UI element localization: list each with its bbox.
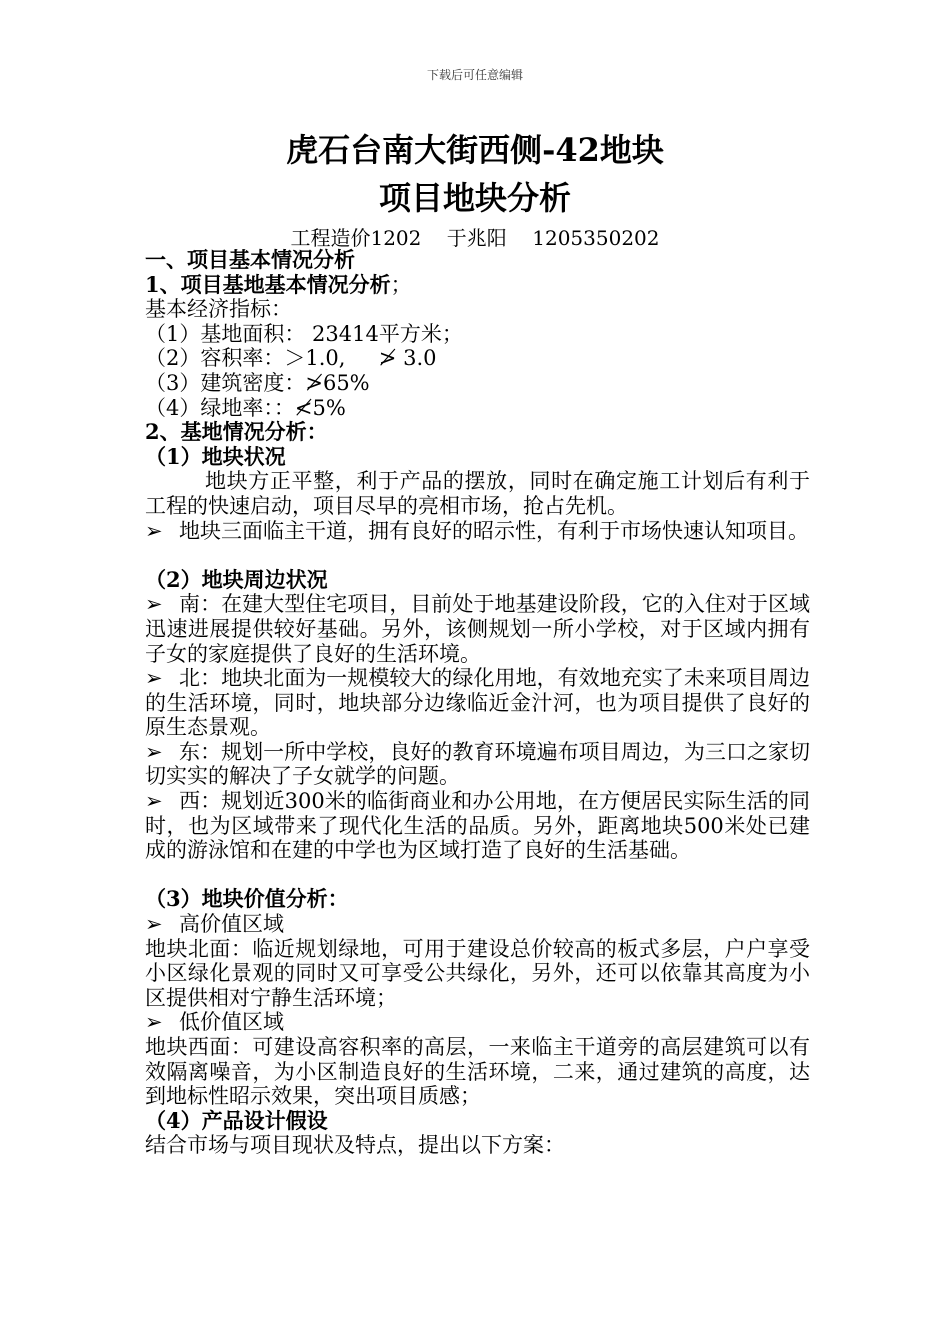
paragraph: 结合市场与项目现状及特点，提出以下方案： [145,1133,565,1158]
bullet-text: 南：在建大型住宅项目，目前处于地基建设阶段，它的入住对于区域迅速进展提供较好基础。另外，该侧规划一所小学校，对于区域内拥有子女的家庭提供了良好的生活环境。 [145,592,810,666]
document-body [145,248,810,1158]
subsection-heading: （4）产品设计假设 [145,1107,328,1133]
section-heading-1: 一、项目基本情况分析 [145,247,355,272]
bullet-arrow-icon: ➢ [145,912,163,937]
section-heading-1-2: 2、基地情况分析： [145,419,328,445]
econ-item: （3）建筑密度：≯65% [145,370,370,395]
document-title: 虎石台南大街西侧-42地块 [286,131,664,169]
spacer [145,543,810,568]
bullet-arrow-icon: ➢ [145,739,163,764]
subsection-heading: （2）地块周边状况 [145,566,328,592]
bullet-text: 西：规划近300米的临街商业和办公用地，在方便居民实际生活的同时，也为区域带来了现代化生活的品质。另外，距离地块500米处已建成的游泳馆和在建的中学也为区域打造了良好的生活基础。 [145,789,810,863]
author-byline: 工程造价1202 于兆阳 1205350202 [290,226,660,250]
paragraph: 地块北面：临近规划绿地，可用于建设总价较高的板式多层，户户享受小区绿化景观的同时又可享受公共绿化，另外，还可以依靠其高度为小区提供相对宁静生活环境； [145,936,810,1010]
bullet-item [145,912,810,937]
heading-suffix: ； [390,272,412,297]
bullet-item [145,1010,810,1035]
paragraph: 地块方正平整，利于产品的摆放，同时在确定施工计划后有利于工程的快速启动，项目尽早的亮相市场，抢占先机。 [145,469,810,518]
bullet-item [145,592,810,666]
econ-label: 基本经济指标： [145,297,292,322]
paragraph: 地块西面：可建设高容积率的高层，一来临主干道旁的高层建筑可以有效隔离噪音，为小区制造良好的生活环境，二来，通过建筑的高度，达到地标性昭示效果，突出项目质感； [145,1035,810,1109]
bullet-arrow-icon: ➢ [145,789,163,814]
econ-item: （2）容积率：＞1.0, ≯ 3.0 [145,346,437,371]
subsection-heading: （1）地块状况 [145,443,286,469]
bullet-item [145,519,810,544]
spacer [145,863,810,888]
header-note: 下载后可任意编辑 [426,68,523,82]
bullet-text: 地块三面临主干道，拥有良好的昭示性，有利于市场快速认知项目。 [179,518,809,543]
bullet-text: 北：地块北面为一规模较大的绿化用地，有效地充实了未来项目周边的生活环境，同时，地块部分边缘临近金汁河，也为项目提供了良好的原生态景观。 [145,666,810,740]
bullet-arrow-icon: ➢ [145,666,163,691]
bullet-arrow-icon: ➢ [145,592,163,617]
econ-item: （1）基地面积： 23414平方米； [145,321,463,346]
document-subtitle: 项目地块分析 [378,179,571,217]
bullet-arrow-icon: ➢ [145,518,163,543]
heading-text: 1、项目基地基本情况分析 [145,271,391,297]
section-heading-1-1 [145,273,810,298]
bullet-text: 东：规划一所中学校，良好的教育环境遍布项目周边，为三口之家切切实实的解决了子女就学的问题。 [145,739,810,789]
bullet-item [145,789,810,863]
bullet-text: 高价值区域 [179,912,284,937]
econ-item: （4）绿地率：：≮5% [145,395,346,420]
bullet-text: 低价值区域 [179,1010,284,1035]
bullet-item [145,740,810,789]
bullet-arrow-icon: ➢ [145,1010,163,1035]
subsection-heading: （3）地块价值分析： [145,886,349,912]
bullet-item [145,666,810,740]
